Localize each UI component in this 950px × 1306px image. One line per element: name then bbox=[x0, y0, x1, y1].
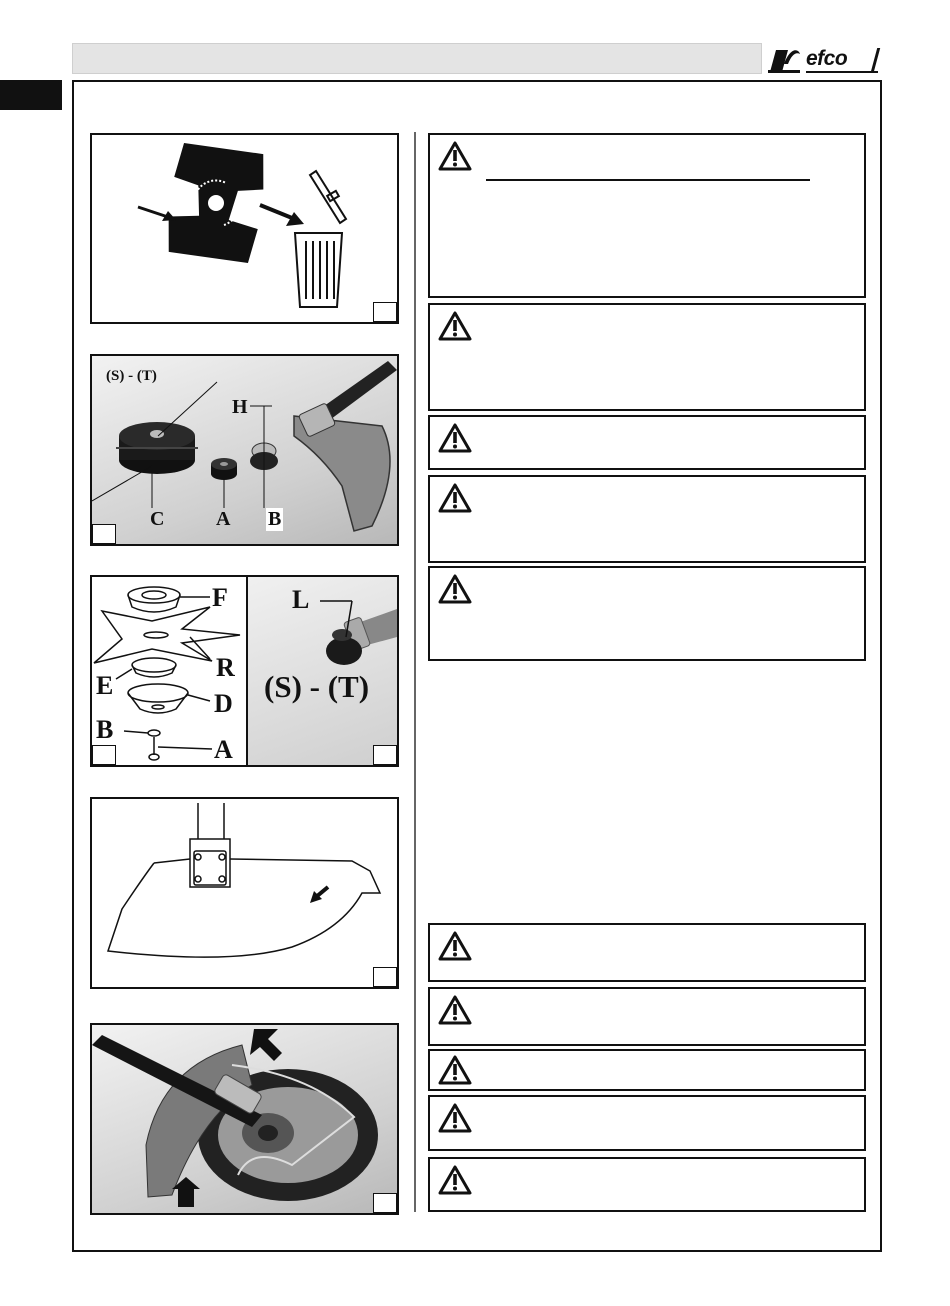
warning-box bbox=[428, 1095, 866, 1151]
panel-photo-head bbox=[248, 577, 397, 765]
figure-guard bbox=[90, 797, 399, 989]
warning-triangle-icon bbox=[438, 574, 472, 604]
figure-label: A bbox=[216, 508, 231, 530]
figure-label: R bbox=[216, 653, 235, 682]
brand-name: efco bbox=[806, 47, 848, 70]
warning-box bbox=[428, 987, 866, 1046]
warning-triangle-icon bbox=[438, 423, 472, 453]
figure-label: (S) - (T) bbox=[264, 669, 370, 704]
panel-exploded-view bbox=[92, 577, 248, 765]
figure-line-head-parts bbox=[90, 354, 399, 546]
warning-box bbox=[428, 475, 866, 563]
figure-label: C bbox=[150, 508, 165, 530]
warning-box bbox=[428, 133, 866, 298]
figure-number-box bbox=[92, 524, 116, 544]
warning-box bbox=[428, 1049, 866, 1091]
figure-label: L bbox=[292, 585, 310, 614]
warning-triangle-icon bbox=[438, 1165, 472, 1195]
arrow-icon bbox=[260, 205, 304, 226]
warning-box bbox=[428, 303, 866, 411]
warning-triangle-icon bbox=[438, 483, 472, 513]
figure-number-box bbox=[373, 967, 397, 987]
brand-logo bbox=[768, 44, 882, 74]
blade-icon bbox=[164, 142, 268, 263]
figure-number-box bbox=[373, 1193, 397, 1213]
section-tab bbox=[0, 80, 62, 110]
figure-label: E bbox=[96, 671, 114, 700]
figure-number-box bbox=[92, 745, 116, 765]
figure-label: H bbox=[232, 396, 248, 418]
figure-label: B bbox=[96, 715, 114, 744]
figure-number-box bbox=[373, 745, 397, 765]
figure-label: A bbox=[214, 735, 233, 764]
heading-rule bbox=[486, 179, 810, 181]
figure-blade-disposal bbox=[90, 133, 399, 324]
brand-mark-icon bbox=[768, 46, 802, 74]
warning-triangle-icon bbox=[438, 931, 472, 961]
warning-triangle-icon bbox=[438, 1055, 472, 1085]
warning-box bbox=[428, 415, 866, 470]
trash-bin-icon bbox=[295, 171, 346, 307]
figure-label: B bbox=[268, 508, 282, 530]
figure-number-box bbox=[373, 302, 397, 322]
warning-box bbox=[428, 1157, 866, 1212]
arrow-icon bbox=[250, 1029, 282, 1061]
warning-triangle-icon bbox=[438, 141, 472, 171]
warning-triangle-icon bbox=[438, 995, 472, 1025]
figure-blade-assembly bbox=[90, 575, 399, 767]
figure-label: (S) - (T) bbox=[106, 368, 157, 384]
figure-guard-mount-photo bbox=[90, 1023, 399, 1215]
warning-triangle-icon bbox=[438, 311, 472, 341]
figure-label: F bbox=[212, 583, 228, 612]
column-divider bbox=[414, 132, 416, 1212]
arrow-icon bbox=[310, 887, 328, 903]
warning-box bbox=[428, 566, 866, 661]
header-bar bbox=[72, 43, 762, 74]
warning-triangle-icon bbox=[438, 1103, 472, 1133]
warning-box bbox=[428, 923, 866, 982]
figure-label: D bbox=[214, 689, 233, 718]
